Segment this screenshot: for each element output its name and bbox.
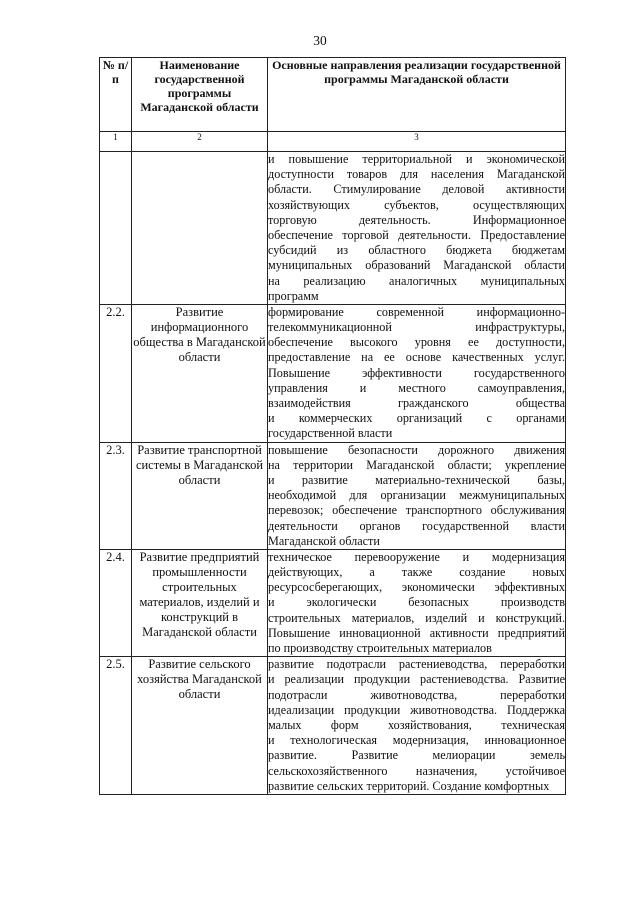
row-number: 2.5. [100, 657, 132, 795]
programs-table [99, 57, 566, 795]
text-line: ресурсосберегающих, экономически эффективных [268, 580, 565, 595]
text-line: сельскохозяйственного назначения, устойчивое [268, 763, 565, 778]
text-line: развитие подотрасли растениеводства, переработки [268, 657, 565, 672]
table-row [100, 657, 566, 795]
text-line: программ [268, 288, 319, 303]
column-number-row [100, 132, 566, 152]
text-line: хозяйствующих субъектов, осуществляющих [268, 197, 565, 212]
text-line: Магаданской области [268, 533, 380, 548]
text-line: Повышение эффективности государственного [268, 365, 565, 380]
header-program-name: Наименование государственной программы Магаданской области [132, 58, 268, 132]
text-line: повышение безопасности дорожного движения [268, 442, 565, 457]
text-line: и коммерческих организаций с органами [268, 411, 565, 426]
page-number: 30 [313, 33, 327, 48]
program-name: Развитие сельского хозяйства Магаданской области [132, 657, 268, 795]
text-line: подотрасли животноводства, переработки [268, 687, 565, 702]
text-line: на реализацию аналогичных муниципальных [268, 273, 565, 288]
table-row [100, 304, 566, 442]
text-line: идеализации продукции животноводства. Поддержка [268, 702, 565, 717]
text-line: и повышение территориальной и экономической [268, 152, 565, 166]
text-line: торговую деятельность. Информационное [268, 212, 565, 227]
text-line: действующих, а также создание новых [268, 565, 565, 580]
program-name: Развитие предприятий промышленности строительных материалов, изделий и конструкций в Магаданской области [132, 549, 268, 656]
text-line: управления и местного самоуправления, [268, 380, 565, 395]
program-directions [268, 152, 566, 305]
table-row [100, 549, 566, 656]
text-line: области. Стимулирование деловой активности [268, 182, 565, 197]
text-line: формирование современной информационно- [268, 304, 565, 319]
table-body [100, 152, 566, 795]
table-row [100, 152, 566, 305]
header-directions: Основные направления реализации государственной программы Магаданской области [268, 58, 566, 132]
text-line: государственной власти [268, 426, 393, 441]
text-line: и развитие материально-технической базы, [268, 472, 565, 487]
text-line: обеспечение высокого уровня ее доступности, [268, 335, 565, 350]
text-line: на территории Магаданской области; укрепление [268, 457, 565, 472]
row-number: 2.3. [100, 442, 132, 549]
text-line: и технологическая модернизация, инновационное [268, 733, 565, 748]
text-line: развитие сельских территорий. Создание комфортных [268, 778, 550, 793]
program-name [132, 152, 268, 305]
column-number: 3 [268, 132, 566, 152]
text-line: субсидий из областного бюджета бюджетам [268, 243, 565, 258]
program-name: Развитие информационного общества в Магаданской области [132, 304, 268, 442]
program-directions [268, 549, 566, 656]
row-number: 2.4. [100, 549, 132, 656]
text-line: обеспечение торговой деятельности. Предоставление [268, 227, 565, 242]
text-line: Повышение инновационной активности предприятий [268, 625, 565, 640]
text-line: перевозок; обеспечение транспортного обслуживания [268, 503, 565, 518]
text-line: предоставление на ее основе качественных услуг. [268, 350, 565, 365]
text-line: и экологически безопасных производств [268, 595, 565, 610]
row-number: 2.2. [100, 304, 132, 442]
column-number: 1 [100, 132, 132, 152]
program-directions [268, 442, 566, 549]
program-name: Развитие транспортной системы в Магаданской области [132, 442, 268, 549]
program-directions [268, 304, 566, 442]
text-line: муниципальных образований Магаданской области [268, 258, 565, 273]
table-header-row [100, 58, 566, 132]
text-line: доступности товаров для населения Магаданской [268, 167, 565, 182]
text-line: телекоммуникационной инфраструктуры, [268, 320, 565, 335]
text-line: техническое перевооружение и модернизация [268, 549, 565, 564]
column-number: 2 [132, 132, 268, 152]
table-row [100, 442, 566, 549]
header-number: № п/п [100, 58, 132, 132]
text-line: строительных материалов, изделий и конструкций. [268, 610, 565, 625]
text-line: малых форм хозяйствования, техническая [268, 717, 565, 732]
text-line: взаимодействия гражданского общества [268, 396, 565, 410]
text-line: необходимой для организации межмуниципальных [268, 488, 565, 503]
text-line: развитие. Развитие мелиорации земель [268, 748, 565, 763]
text-line: деятельности органов государственной власти [268, 518, 565, 533]
row-number [100, 152, 132, 305]
text-line: и реализации продукции растениеводства. Развитие [268, 672, 565, 687]
program-directions [268, 657, 566, 795]
text-line: по производству строительных материалов [268, 641, 492, 655]
